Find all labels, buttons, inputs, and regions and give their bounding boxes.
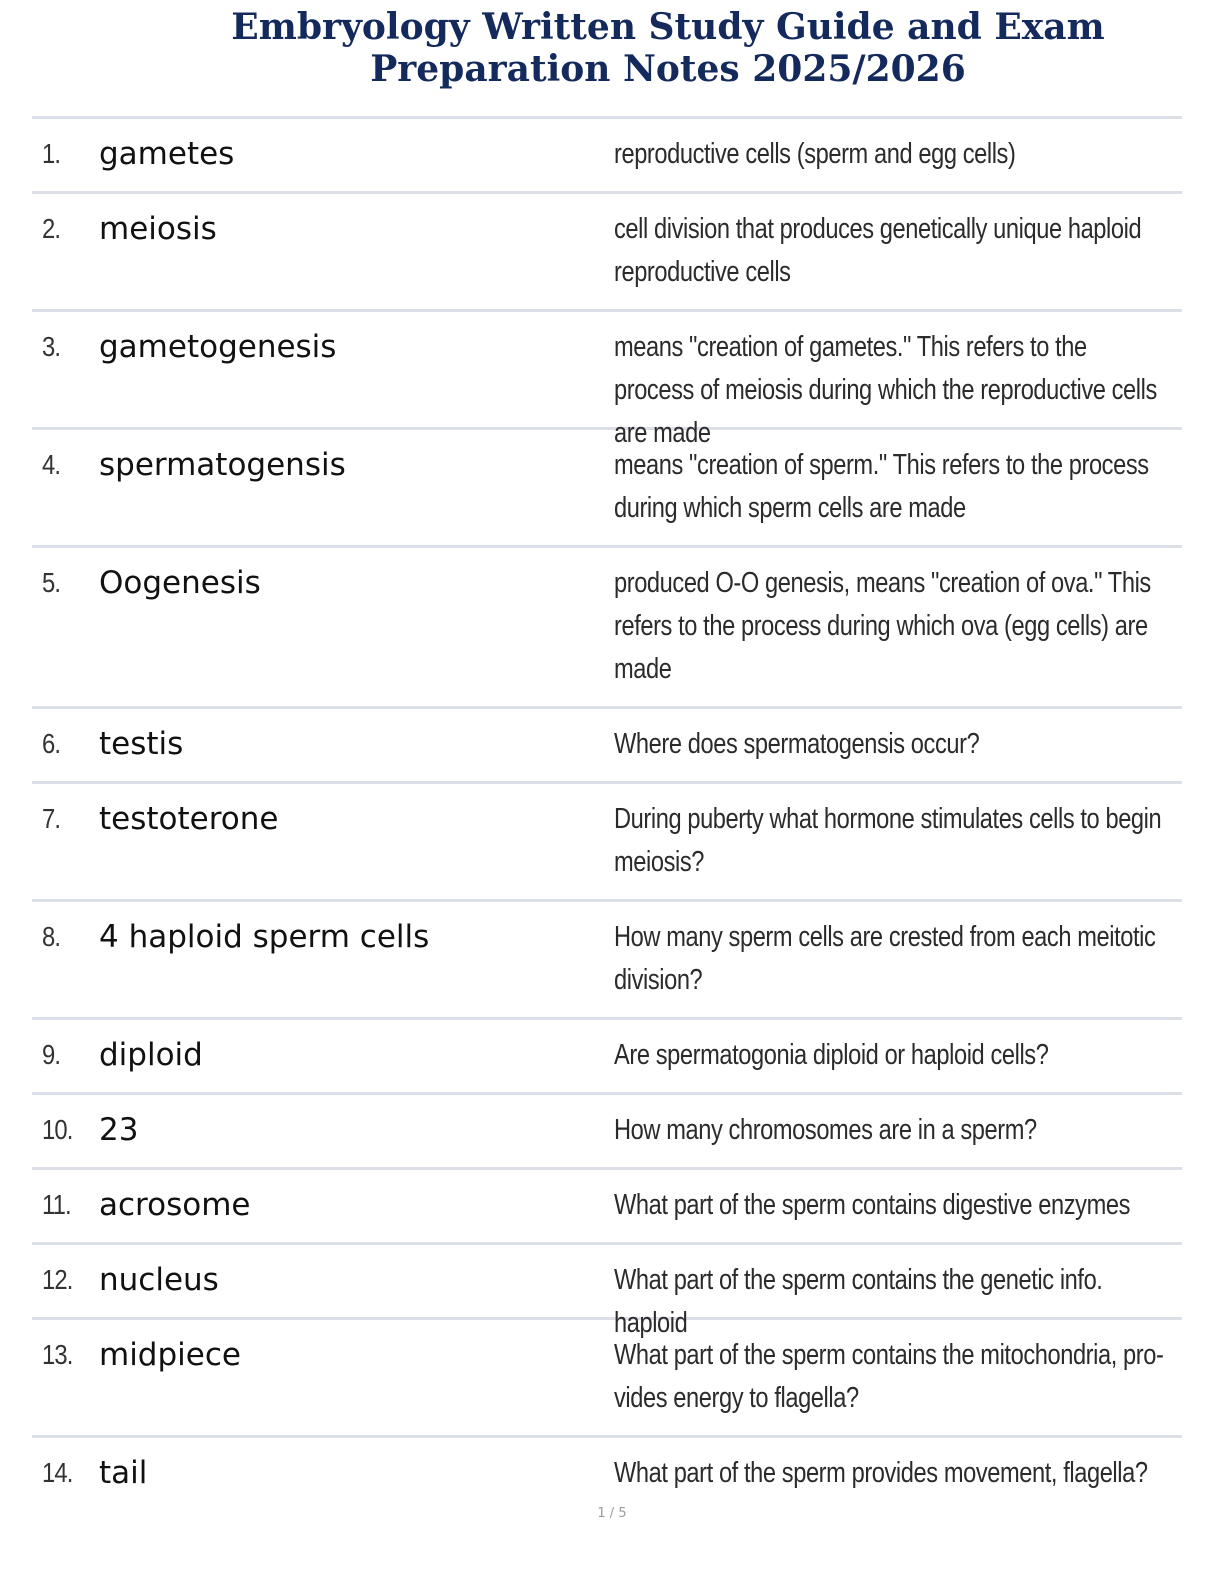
card-number: 3.	[42, 331, 61, 362]
flashcard-row	[32, 1245, 1182, 1339]
card-term: acrosome	[99, 1187, 251, 1223]
flashcard-row	[32, 1320, 1182, 1438]
card-number: 5.	[42, 567, 61, 598]
card-number: 11.	[42, 1189, 71, 1220]
card-definition: Where does spermatogensis occur?	[614, 728, 980, 760]
card-definition: What part of the sperm contains the genetic info. haploid	[614, 1264, 1103, 1339]
card-definition: produced O-O genesis, means "creation of ova." This refers to the process during which ova (egg cells) are made	[614, 567, 1151, 685]
card-number: 7.	[42, 803, 61, 834]
flashcard-row	[32, 548, 1182, 709]
flashcard-row	[32, 902, 1182, 1020]
card-term: gametogenesis	[99, 329, 337, 365]
flashcard-row	[32, 1170, 1182, 1245]
card-number: 14.	[42, 1457, 73, 1488]
card-term: testoterone	[99, 801, 279, 837]
flashcard-row	[32, 194, 1182, 312]
card-definition: During puberty what hormone stimulates cells to begin meiosis?	[614, 803, 1162, 878]
card-number: 1.	[42, 138, 61, 169]
card-number: 6.	[42, 728, 61, 759]
flashcard-row	[32, 709, 1182, 784]
card-definition: How many chromosomes are in a sperm?	[614, 1114, 1037, 1146]
flashcard-list	[32, 116, 1182, 1513]
card-term: Oogenesis	[99, 565, 261, 601]
card-term: 4 haploid sperm cells	[99, 919, 430, 955]
card-definition: What part of the sperm contains digestive enzymes	[614, 1189, 1131, 1221]
flashcard-row	[32, 784, 1182, 902]
card-number: 12.	[42, 1264, 73, 1295]
card-term: midpiece	[99, 1337, 241, 1373]
page-title-line-1: Embryology Written Study Guide and Exam	[231, 6, 1105, 48]
card-term: 23	[99, 1112, 139, 1148]
card-term: spermatogensis	[99, 447, 346, 483]
card-definition: reproductive cells (sperm and egg cells)	[614, 138, 1016, 170]
card-term: diploid	[99, 1037, 203, 1073]
card-definition: How many sperm cells are crested from each meitotic division?	[614, 921, 1156, 996]
page-title	[0, 6, 1224, 90]
flashcard-row	[32, 1438, 1182, 1513]
card-definition: means "creation of sperm." This refers to the process during which sperm cells are made	[614, 449, 1149, 524]
card-definition: means "creation of gametes." This refers to the process of meiosis during which the reproductive cells are made	[614, 331, 1157, 449]
card-term: meiosis	[99, 211, 217, 247]
card-number: 8.	[42, 921, 61, 952]
card-number: 4.	[42, 449, 61, 480]
card-number: 10.	[42, 1114, 73, 1145]
flashcard-row	[32, 430, 1182, 548]
card-definition: What part of the sperm contains the mitochondria, pro-vides energy to flagella?	[614, 1339, 1164, 1414]
flashcard-row	[32, 312, 1182, 449]
page-indicator: 1 / 5	[597, 1506, 627, 1521]
card-term: testis	[99, 726, 184, 762]
card-number: 9.	[42, 1039, 61, 1070]
card-definition: Are spermatogonia diploid or haploid cells?	[614, 1039, 1049, 1071]
card-term: nucleus	[99, 1262, 219, 1298]
card-number: 13.	[42, 1339, 73, 1370]
card-term: gametes	[99, 136, 235, 172]
card-definition: What part of the sperm provides movement, flagella?	[614, 1457, 1148, 1489]
flashcard-row	[32, 1020, 1182, 1095]
flashcard-row	[32, 119, 1182, 194]
card-term: tail	[99, 1455, 148, 1491]
flashcard-row	[32, 1095, 1182, 1170]
card-definition: cell division that produces genetically unique haploid reproductive cells	[614, 213, 1142, 288]
page-title-line-2: Preparation Notes 2025/2026	[370, 48, 966, 90]
card-number: 2.	[42, 213, 61, 244]
